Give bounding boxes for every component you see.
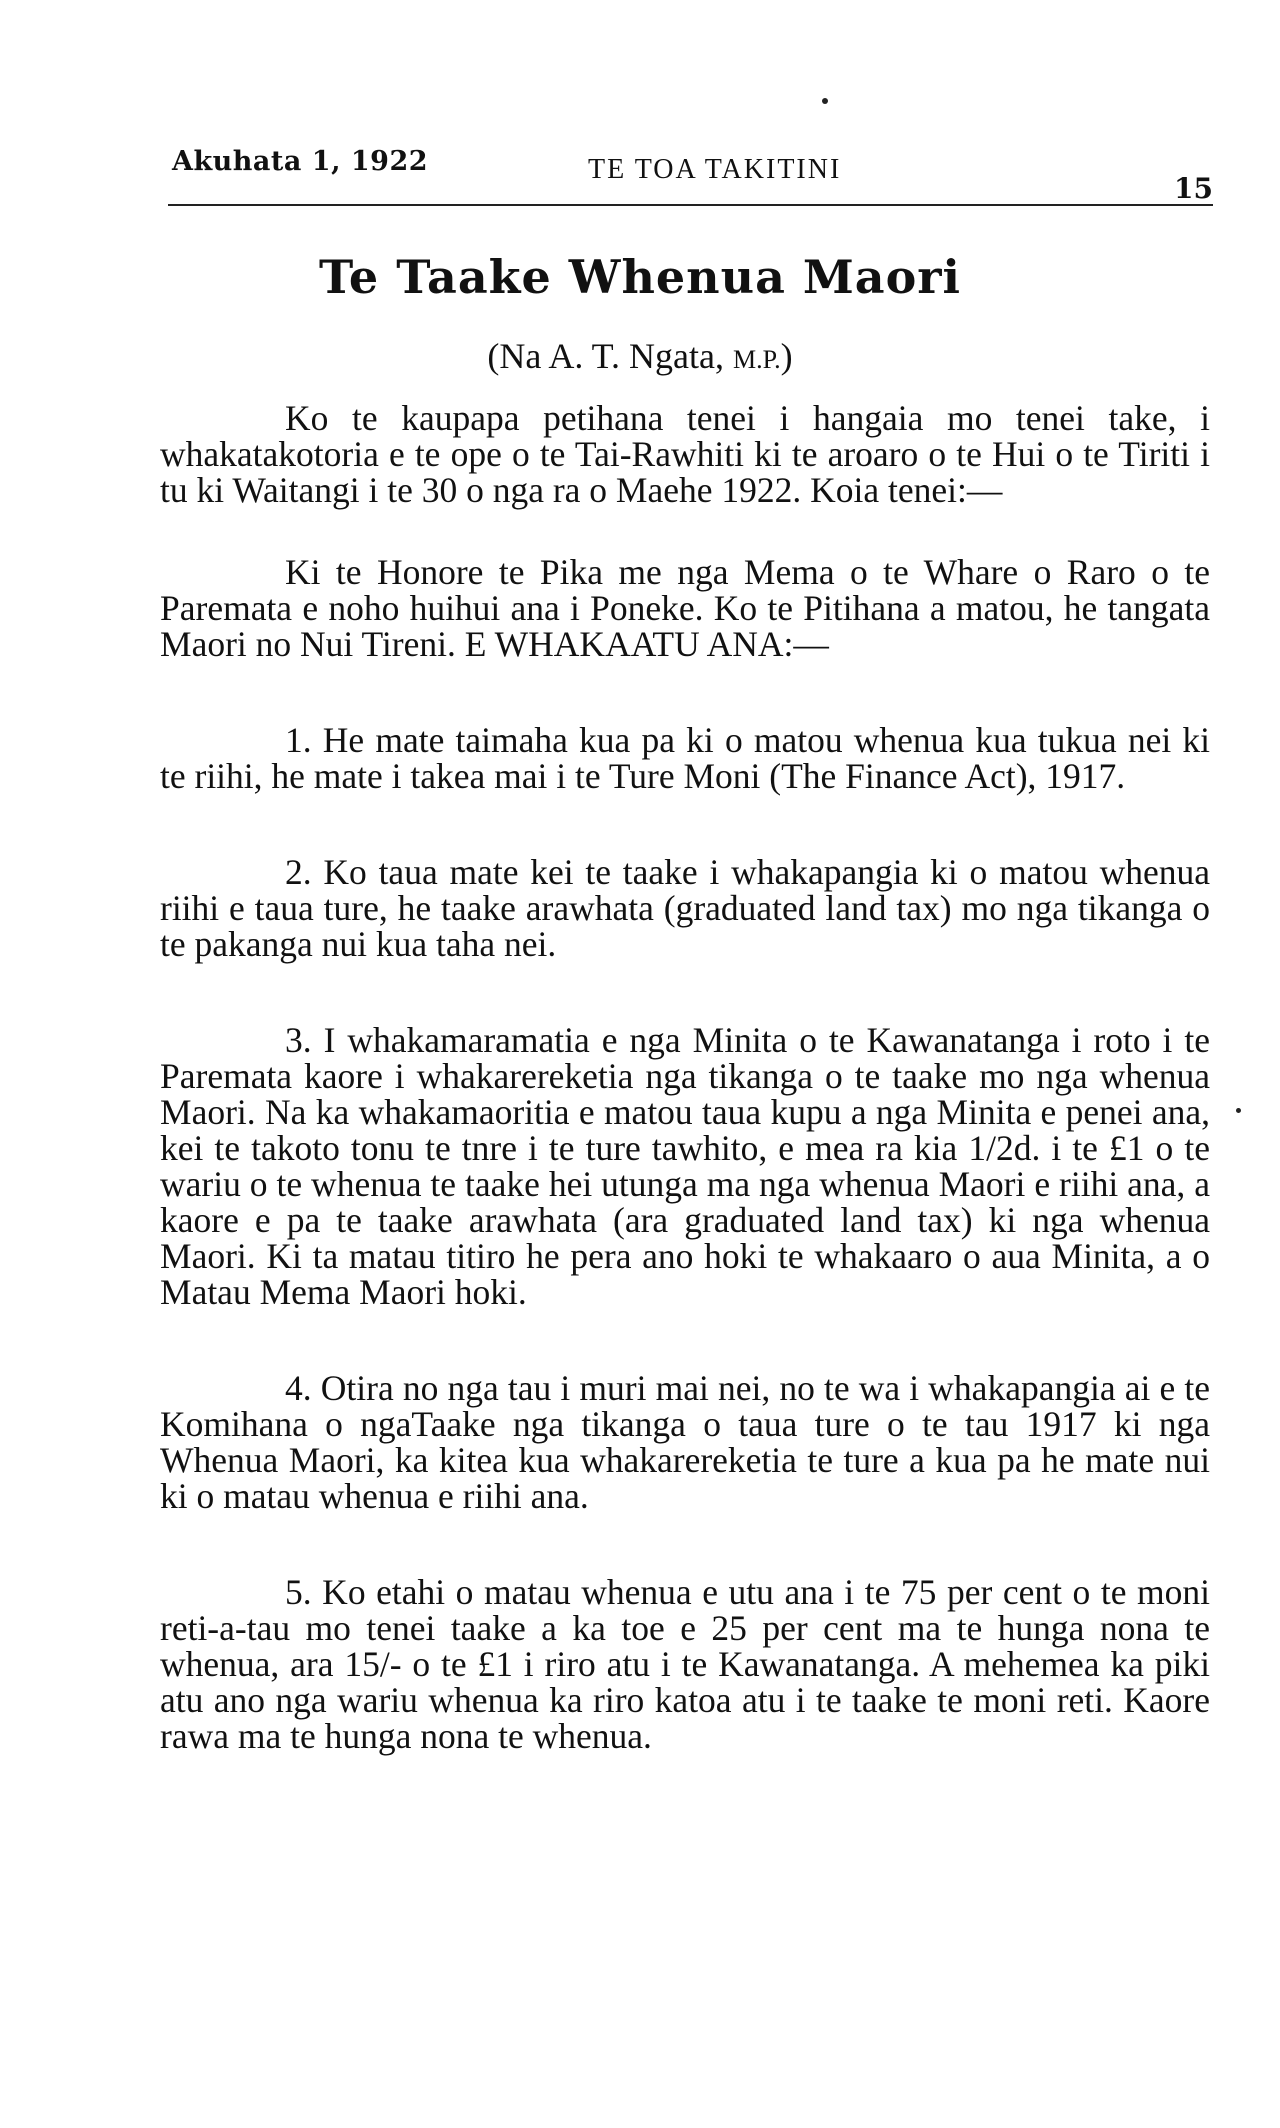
numbered-paragraph-2: 2. Ko taua mate kei te taake i whakapangia ki o matou whenua riihi e taua ture, he taake arawhata (graduated land tax) mo nga tikanga o te pakanga nui kua taha nei. — [160, 852, 1210, 964]
publication-title: TE TOA TAKITINI — [588, 154, 842, 185]
page-number: 15 — [1174, 172, 1213, 205]
numbered-paragraph-1: 1. He mate taimaha kua pa ki o matou whenua kua tukua nei ki te riihi, he mate i takea mai i te Ture Moni (The Finance Act), 1917. — [160, 720, 1210, 796]
print-speck — [1236, 1108, 1241, 1113]
numbered-paragraph-3: 3. I whakamaramatia e nga Minita o te Kawanatanga i roto i te Paremata kaore i whakarereketia nga tikanga o te taake mo nga whenua Maori. Na ka whakamaoritia e matou taua kupu a nga Minita e penei ana, kei te takoto tonu te tnre i te ture tawhito, e mea ra kia 1/2d. i te £1 o te wariu o te whenua te taake hei utunga ma nga whenua Maori e riihi ana, a kaore e pa te taake arawhata (ara graduated land tax) ki nga whenua Maori. Ki ta matau titiro he pera ano hoki te whakaaro o aua Minita, a o Matau Mema Maori hoki. — [160, 1020, 1210, 1312]
byline-author: (Na A. T. Ngata, — [487, 336, 733, 376]
header-rule — [168, 204, 1213, 206]
running-head — [168, 142, 1213, 205]
article-body — [160, 400, 1210, 1814]
numbered-paragraph-5: 5. Ko etahi o matau whenua e utu ana i te 75 per cent o te moni reti-a-tau mo tenei taake a ka toe e 25 per cent ma te hunga nona te whenua, ara 15/- o te £1 i riro atu i te Kawanatanga. A mehemea ka piki atu ano nga wariu whenua ka riro katoa atu i te taake te moni reti. Kaore rawa ma te hunga nona te whenua. — [160, 1572, 1210, 1756]
petition-address-paragraph: Ki te Honore te Pika me nga Mema o te Whare o Raro o te Paremata e noho huihui ana i Poneke. Ko te Pitihana a matou, he tangata Maori no Nui Tireni. E WHAKAATU ANA:— — [160, 552, 1210, 664]
byline-close: ) — [780, 336, 793, 376]
intro-paragraph: Ko te kaupapa petihana tenei i hangaia mo tenei take, i whakatakotoria e te ope o te Tai-Rawhiti ki te aroaro o te Hui o te Tiriti i tu ki Waitangi i te 30 o nga ra o Maehe 1922. Koia tenei:— — [160, 398, 1210, 510]
byline-abbrev: M.P. — [732, 345, 781, 374]
numbered-paragraph-4: 4. Otira no nga tau i muri mai nei, no te wa i whakapangia ai e te Komihana o ngaTaake nga tikanga o taua ture o te tau 1917 ki nga Whenua Maori, ka kitea kua whakarereketia te ture a kua pa he mate nui ki o matau whenua e riihi ana. — [160, 1368, 1210, 1516]
byline — [0, 335, 1280, 377]
print-speck — [822, 98, 828, 104]
article-title: Te Taake Whenua Maori — [318, 250, 962, 304]
issue-date: Akuhata 1, 1922 — [172, 146, 429, 177]
